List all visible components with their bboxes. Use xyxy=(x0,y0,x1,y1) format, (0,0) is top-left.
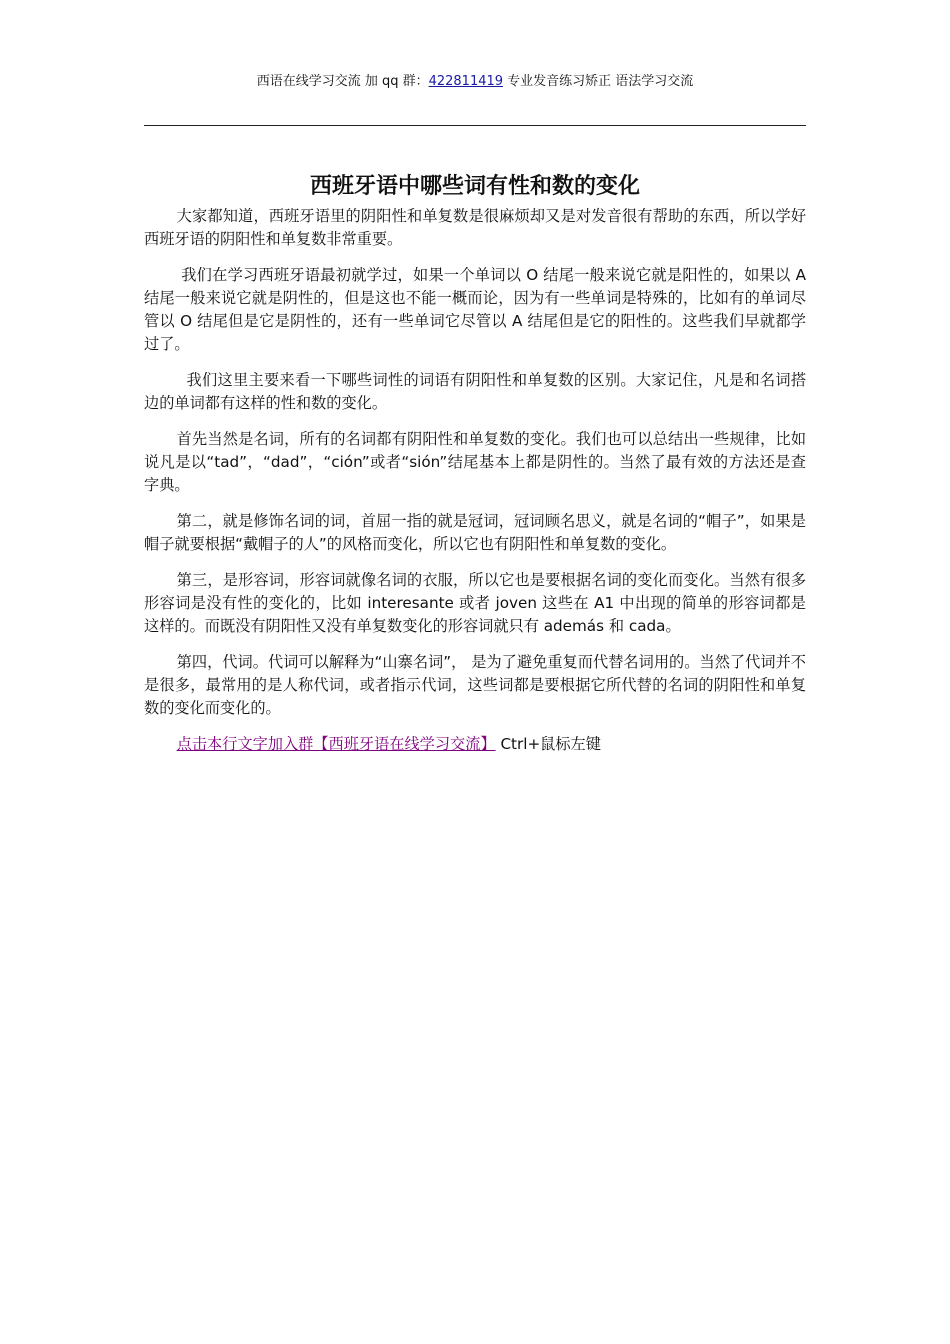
paragraph-overview: 我们这里主要来看一下哪些词性的词语有阴阳性和单复数的区别。大家记住，凡是和名词搭边的单词都有这样的性和数的变化。 xyxy=(144,371,806,412)
qq-group-link[interactable]: 422811419 xyxy=(428,74,504,89)
paragraph-adjectives: 第三，是形容词，形容词就像名词的衣服，所以它也是要根据名词的变化而变化。当然有很多形容词是没有性的变化的，比如 interesante 或者 joven 这些在 A1 中出现的简单的形容词都是这样的。而既没有阴阳性又没有单复数变化的形容词就只有 además 和 cada。 xyxy=(144,571,806,635)
article-title: 西班牙语中哪些词有性和数的变化 xyxy=(309,174,640,199)
join-group-hint: Ctrl+鼠标左键 xyxy=(500,735,601,753)
paragraph-intro: 大家都知道，西班牙语里的阴阳性和单复数是很麻烦却又是对发音很有帮助的东西，所以学好西班牙语的阴阳性和单复数非常重要。 xyxy=(144,207,806,248)
paragraph-pronouns: 第四，代词。代词可以解释为“山寨名词”， 是为了避免重复而代替名词用的。当然了代词并不是很多，最常用的是人称代词，或者指示代词，这些词都是要根据它所代替的名词的阴阳性和单复数的变化而变化的。 xyxy=(144,653,806,717)
join-group-link[interactable]: 点击本行文字加入群【西班牙语在线学习交流】 xyxy=(176,735,496,753)
article-body xyxy=(144,205,806,769)
header-divider xyxy=(144,125,806,126)
paragraph-articles: 第二，就是修饰名词的词，首屈一指的就是冠词，冠词顾名思义，就是名词的“帽子”，如果是帽子就要根据“戴帽子的人”的风格而变化，所以它也有阴阳性和单复数的变化。 xyxy=(144,512,806,553)
paragraph-o-a-endings: 我们在学习西班牙语最初就学过，如果一个单词以 O 结尾一般来说它就是阳性的，如果以 A 结尾一般来说它就是阴性的，但是这也不能一概而论，因为有一些单词是特殊的，比如有的单词尽管以 O 结尾但是它是阴性的，还有一些单词它尽管以 A 结尾但是它的阳性的。这些我们早就都学过了。 xyxy=(144,266,806,353)
header-prefix: 西语在线学习交流 加 qq 群： xyxy=(256,74,429,89)
join-group-line xyxy=(144,733,806,756)
header-suffix: 专业发音练习矫正 语法学习交流 xyxy=(503,74,694,89)
paragraph-nouns: 首先当然是名词，所有的名词都有阴阳性和单复数的变化。我们也可以总结出一些规律，比如说凡是以“tad”，“dad”，“ción”或者“sión”结尾基本上都是阴性的。当然了最有效的方法还是查字典。 xyxy=(144,430,806,494)
page-header xyxy=(0,73,950,91)
